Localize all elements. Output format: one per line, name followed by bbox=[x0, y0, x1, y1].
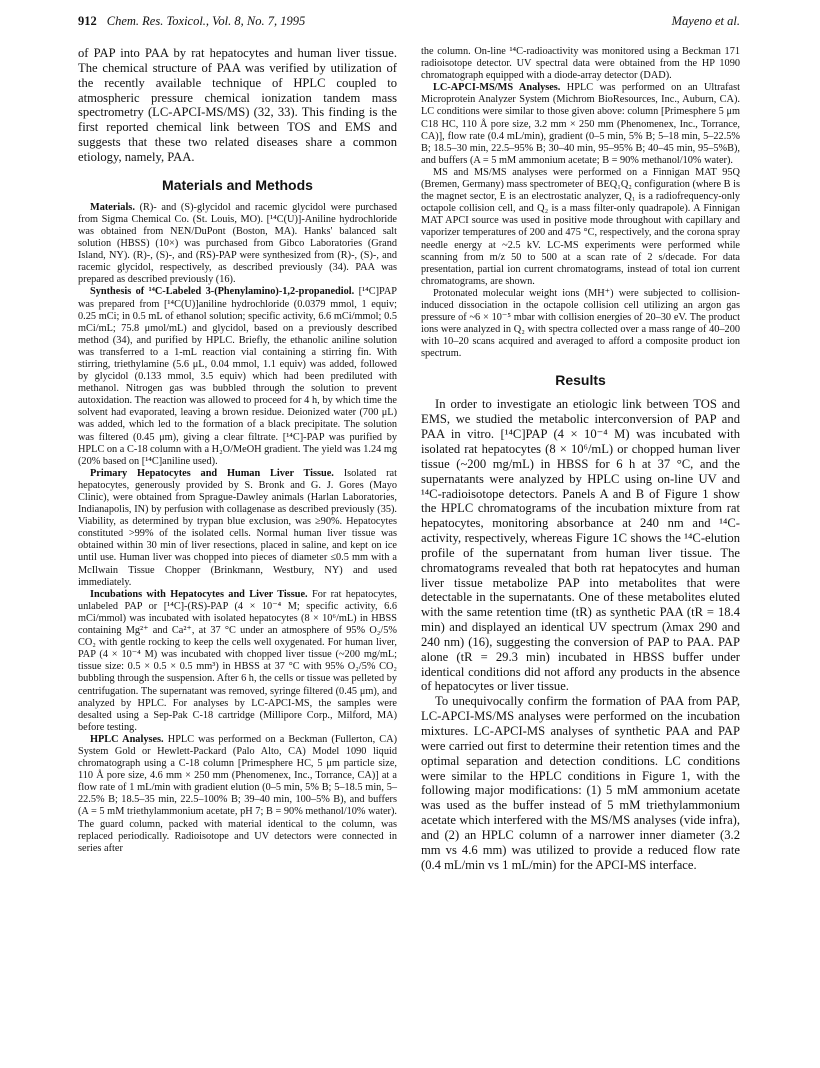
results-paragraph-1: In order to investigate an etiologic link between TOS and EMS, we studied the metabolic interconversion of PAP and PAA in vitro. [¹⁴C]PAP (4 × 10⁻⁴ M) was incubated with isolated rat hepatocytes (8 × 10⁶/mL) or chopped human liver tissue (~200 mg/mL) in HBSS for 6 h at 37 °C, and the supernatants were analyzed by HPLC using on-line UV and ¹⁴C-radioisotope detectors. Panels A and B of Figure 1 show the HPLC chromatograms of the incubation mixture from rat hepatocytes, monitoring absorbance at 240 nm and ¹⁴C-activity, respectively, whereas Figure 1C shows the ¹⁴C-elution profile of the supernatant from human liver tissue. The chromatograms revealed that both rat hepatocytes and human liver tissue metabolize PAP into metabolites that were detectable in the supernatants. One of these metabolites eluted with the same retention time (tR) as synthetic PAA (tR = 18.4 min) and displayed an identical UV spectrum (λmax 290 and 240 nm) (16), suggesting the conversion of PAP to PAA. PAP alone (tR = 29.3 min) incubated in HBSS buffer under identical conditions did not afford any products in the absence of hepatocytes or liver tissue. bbox=[421, 397, 740, 694]
run-in-heading: Primary Hepatocytes and Human Liver Tissue. bbox=[90, 467, 334, 479]
intro-paragraph: of PAP into PAA by rat hepatocytes and human liver tissue. The chemical structure of PAA was verified by utilization of the recently available technique of HPLC coupled to atmospheric pressure chemical ionization tandem mass spectrometry (LC-APCI-MS/MS) (32, 33). This finding is the first reported chemical link between TOS and EMS and suggests that these two related diseases share a common etiology, namely, PAA. bbox=[78, 46, 397, 164]
run-in-heading: HPLC Analyses. bbox=[90, 733, 164, 745]
paragraph-body: (R)- and (S)-glycidol and racemic glycidol were purchased from Sigma Chemical Co. (St. Louis, MO). [¹⁴C(U)]-Aniline hydrochloride was obtained from NEN/DuPont (Boston, MA). Hanks' balanced salt solution (HBSS) (10×) was purchased from Gibco Laboratories (Grand Island, NY). (R)-, (S)-, and (RS)-PAP were synthesized from (R)-, (S)-, and racemic glycidol, respectively, as described previously (34). PAA was prepared as described previously (16). bbox=[78, 201, 397, 286]
author-running-head: Mayeno et al. bbox=[671, 14, 740, 28]
paragraph-body: For rat hepatocytes, unlabeled PAP or [¹⁴C]-(RS)-PAP (4 × 10⁻⁴ M; specific activity, 6.6 mCi/mmol) was incubated with isolated hepatocytes (8 × 10⁶/mL) in HBSS containing Mg²⁺ and Ca²⁺, at 37 °C under an atmosphere of 95% O₂/5% CO₂ with gentle rocking to keep the cells well oxygenated. For human liver, PAP (4 × 10⁻⁴ M) was incubated with chopped liver tissue (~200 mg/mL; tissue size: 0.5 × 0.5 × 0.5 mm³) in HBSS at 37 °C with 95% O₂/5% CO₂ bubbling through the suspension. After 6 h, the cells or tissue was pelleted by centrifugation. The supernatant was removed, syringe filtered (0.45 μm), and analyzed by HPLC. For analyses by LC-APCI-MS, the samples were desalted using a Sep-Pak C-18 cartridge (Millipore Corp., Milford, MA) before testing. bbox=[78, 588, 397, 733]
page-number: 912 bbox=[78, 14, 97, 28]
run-in-heading: Materials. bbox=[90, 201, 135, 213]
protonated-ions-paragraph: Protonated molecular weight ions (MH⁺) were subjected to collision-induced dissociation in the octapole collision cell utilizing an argon gas pressure of ~6 × 10⁻⁵ mbar with collision energies of 20–30 eV. The product ions were analyzed in Q₂ with spectra collected over a mass range of 40–200 with 10–20 scans acquired and averaged to afford a composite product ion spectrum. bbox=[421, 287, 740, 360]
run-in-heading: Synthesis of ¹⁴C-Labeled 3-(Phenylamino)-1,2-propanediol. bbox=[90, 286, 355, 298]
hepatocytes-paragraph bbox=[78, 468, 397, 589]
run-in-heading: Incubations with Hepatocytes and Liver Tissue. bbox=[90, 588, 308, 600]
methods-heading: Materials and Methods bbox=[162, 176, 313, 193]
run-in-heading: LC-APCI-MS/MS Analyses. bbox=[433, 82, 561, 94]
hplc-paragraph bbox=[78, 734, 397, 855]
results-paragraph-2: To unequivocally confirm the formation of PAA from PAP, LC-APCI-MS/MS analyses were performed on the incubation mixtures. LC-APCI-MS analyses of synthetic PAA and PAP were carried out first to determine their retention times and the optimal separation and detection conditions. LC conditions were similar to the HPLC conditions in Figure 1, with the following major modifications: (1) 5 mM ammonium acetate was used as the buffer instead of 5 mM triethylammonium acetate which interfered with the MS/MS analyses (vide infra), and (2) an HPLC column of a narrower inner diameter (3.2 mm vs 4.6 mm) was utilized to provide a reduced flow rate (0.4 mL/min vs 1 mL/min) for the APCI-MS interface. bbox=[421, 694, 740, 872]
right-column bbox=[421, 46, 740, 872]
ms-paragraph: MS and MS/MS analyses were performed on a Finnigan MAT 95Q (Bremen, Germany) mass spectrometer of BEQ₁Q₂ configuration (where B is the magnet sector, E is an electrostatic analyzer, Q₁ is a radiofrequency-only octapole collision cell, and Q₂ is a mass filter-only quadrapole). A Finnigan MAT APCI source was used in positive mode throughout with capillary and vaporizer temperatures of 200 and 475 °C, respectively, and the corona spray needle energy at ~2.5 kV. LC-MS experiments were performed while scanning from m/z 50 to 500 at a scan rate of 2 s/decade. For data presentation, partial ion current chromatograms, instead of total ion current chromatograms, are shown. bbox=[421, 166, 740, 287]
lcapci-paragraph bbox=[421, 82, 740, 167]
journal-citation: Chem. Res. Toxicol., Vol. 8, No. 7, 1995 bbox=[106, 14, 306, 28]
paragraph-body: Isolated rat hepatocytes, generously provided by S. Bronk and G. J. Gores (Mayo Clinic), were obtained from Sprague-Dawley animals (Harlan Laboratories, Indianapolis, IN) by perfusion with collagenase as described previously (35). Viability, as determined by trypan blue exclusion, was ≥90%. Hepatocytes constituted >99% of the isolated cells. Normal human liver tissue was obtained within 30 min of liver resections, placed in saline, and kept on ice until use. Human liver was chopped into pieces of diameter ≤0.5 mm with a McIlwain Tissue Chopper (Brinkmann, Westbury, NY) and used immediately. bbox=[78, 467, 397, 588]
left-column bbox=[78, 46, 397, 855]
paragraph-body: HPLC was performed on an Ultrafast Microprotein Analyzer System (Michrom BioResources, Inc., Auburn, CA). LC conditions were similar to those given above: column [Primesphere 5 μm C18 HC, 110 Å pore size, 3.2 mm × 250 mm (Phenomenex, Inc., Torrance, CA)], flow rate (0.4 mL/min), gradient (0–5 min, 5% B; 5–18 min, 5–22.5% B; 18.5–30 min, 22.5–95% B; 30–40 min, 95–95% B; 40–45 min, 95–5%B), and buffers (A = 5 mM ammonium acetate; B = 90% methanol/10% water). bbox=[421, 82, 740, 166]
results-heading: Results bbox=[555, 372, 606, 389]
synthesis-paragraph bbox=[78, 286, 397, 467]
incubations-paragraph bbox=[78, 589, 397, 734]
running-header bbox=[78, 14, 740, 32]
hplc-continued-paragraph: the column. On-line ¹⁴C-radioactivity was monitored using a Beckman 171 radioisotope detector. UV spectral data were obtained from the HP 1090 chromatograph equipped with a diode-array detector (DAD). bbox=[421, 46, 740, 82]
paragraph-body: HPLC was performed on a Beckman (Fullerton, CA) System Gold or Hewlett-Packard (Palo Alto, CA) Model 1090 liquid chromatograph using a C-18 column [Primesphere HC, 5 μm particle size, 110 Å pore size, 4.6 mm × 250 mm (Phenomenex, Inc., Torrance, CA)] at a flow rate of 1 mL/min with gradient elution (0–5 min, 5% B; 5–18.5 min, 5–22.5% B; 18.5–35 min, 22.5–100% B; 39–40 min, 100–5% B), and buffers (A = 5 mM triethylammonium acetate, pH 7; B = 90% methanol/10% water). The guard column, packed with material identical to the column, was replaced periodically. Radioisotope and UV detectors were connected in series after bbox=[78, 733, 397, 854]
materials-paragraph bbox=[78, 202, 397, 287]
paragraph-body: [¹⁴C]PAP was prepared from [¹⁴C(U)]aniline hydrochloride (0.0379 mmol, 1 equiv; 0.25 mCi; in 0.5 mL of ethanol solution; specific activity, 6.6 mCi/mmol; 0.5 mCi/mL; 75.8 μmol/mL) and glycidol, based on a previously described method (34), and purified by HPLC. Briefly, the ethanolic aniline solution was transferred to a 1-mL reaction vial containing a stirring fin. With stirring, triethylamine (5.6 μL, 0.04 mmol, 1.1 equiv) was added, followed by glycidol (0.133 mmol, 3.5 equiv) which had been prediluted with methanol. Nitrogen gas was bubbled through the solution to prevent autoxidation. The reaction was allowed to proceed for 4 h, by which time the solvent had evaporated, leaving a brown residue. Deionized water (700 μL) was added, which led to the formation of a black precipitate. The solution was filtered (0.45 μm), giving a clear filtrate. [¹⁴C]-PAP was purified by HPLC on a C-18 column with a H₂O/MeOH gradient. The yield was 1.24 mg (20% based on [¹⁴C]aniline used). bbox=[78, 286, 397, 467]
